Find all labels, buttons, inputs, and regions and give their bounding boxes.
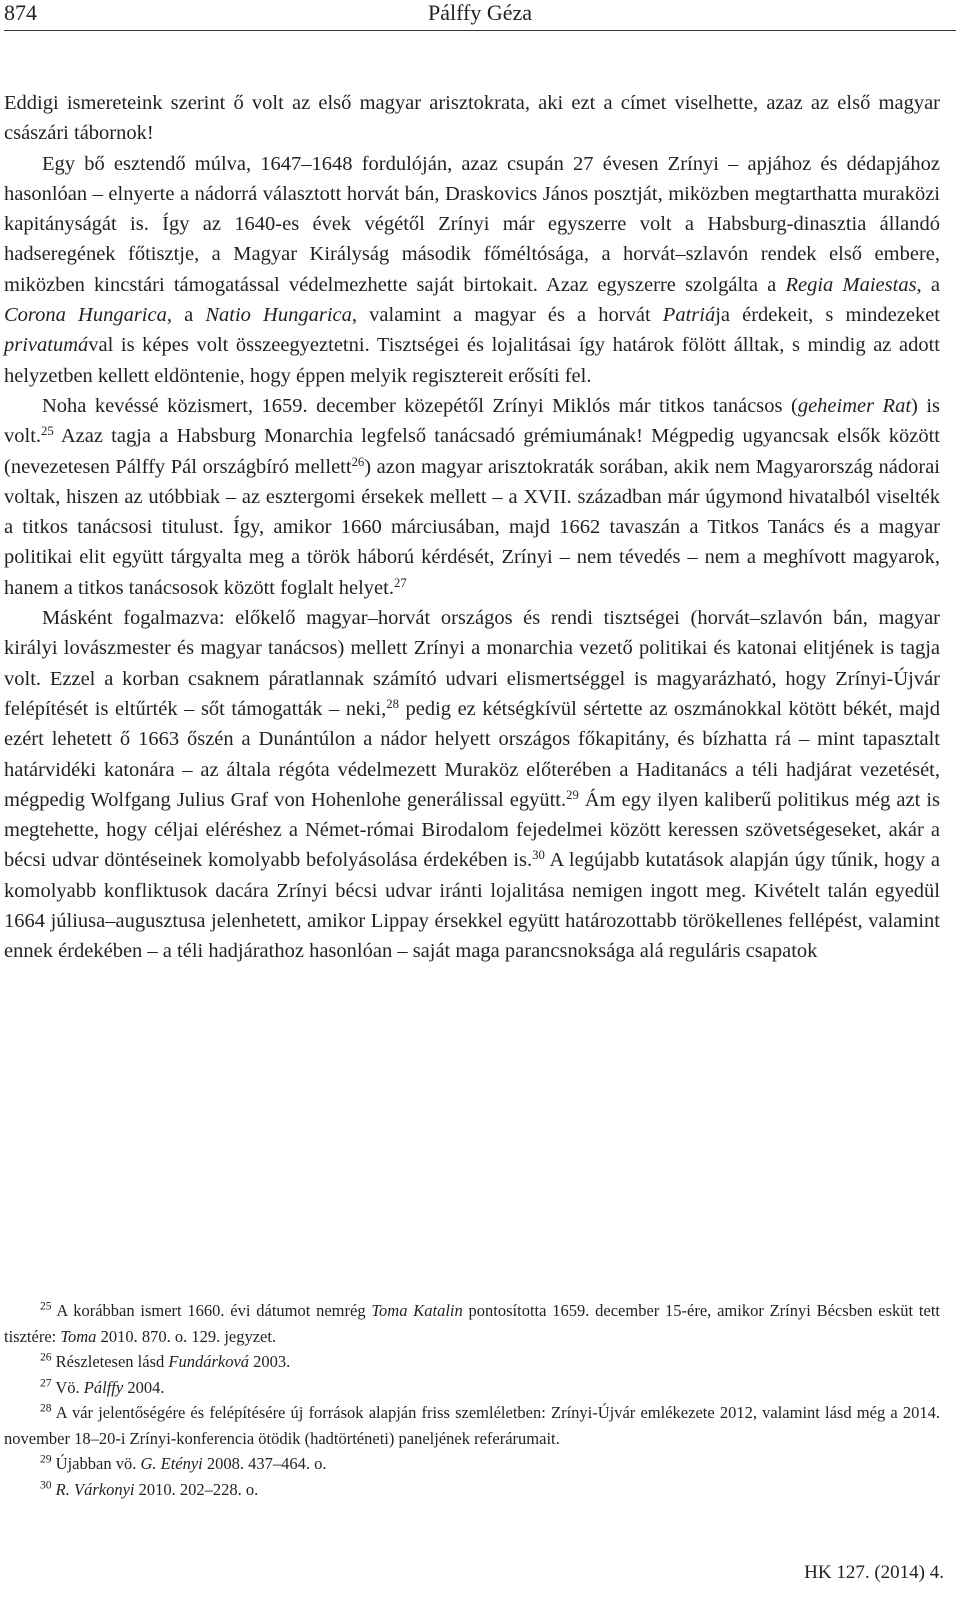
- footnote-text: Részletesen lásd: [51, 1352, 169, 1371]
- footnote-ref[interactable]: 25: [41, 424, 54, 439]
- italic-term: Regia Maiestas: [785, 273, 917, 296]
- text-run: Eddigi ismereteink szerint ő volt az első magyar arisztokrata, aki ezt a címet viselhette, azaz az első magyar császári tábornok!: [4, 92, 940, 145]
- paragraph: [4, 149, 940, 391]
- footnote-number: 25: [40, 1300, 52, 1313]
- footnote-ref[interactable]: 26: [351, 454, 365, 469]
- footnote-text: A vár jelentőségére és felépítésére új források alapján friss szemléletben: Zrínyi-Újvár emlékezete 2012, valamint lásd még a 2014. november 18–20-i Zrínyi-konferencia ötödik (hadtörténeti) paneljének referárumait.: [4, 1403, 940, 1448]
- italic-name: Toma Katalin: [371, 1301, 463, 1320]
- text-run: ) azon magyar arisztokraták sorában, akik nem Magyarország nádorai voltak, hiszen az utóbbiak – az esztergomi érsekek mellett – a XVII. században már úgymond hivatalból viselték a titkos tanácsosi titulust. Így, amikor 1660 márciusában, majd 1662 tavaszán a Titkos Tanács és a magyar politikai elit együtt tárgyalta meg a török háború kérdését, Zrínyi – nem tévedés – nem a meghívott magyarok, hanem a titkos tanácsosok között foglalt helyet.: [4, 455, 940, 599]
- text-run: , a: [916, 273, 940, 296]
- italic-name: Pálffy: [83, 1377, 124, 1397]
- text-run: val is képes volt összeegyeztetni. Tisztségei és lojalitásai így határok fölött álltak, s mindig az adott helyzetben kellett eldöntenie, hogy éppen melyik regisztereit erősíti fel.: [4, 334, 940, 387]
- italic-term: Natio Hungarica: [205, 304, 352, 327]
- footnote-26: [4, 1349, 940, 1375]
- footnote-ref[interactable]: 29: [566, 787, 579, 802]
- italic-term: Corona Hungarica: [4, 304, 167, 327]
- footnote-29: [4, 1451, 940, 1477]
- footnote-text: A korábban ismert 1660. évi dátumot nemrég: [51, 1301, 372, 1320]
- text-run: ja érdekeit, s mindezeket: [715, 304, 940, 327]
- footnote-text: 2010. 202–228. o.: [134, 1479, 259, 1499]
- footnote-text: Újabban vö.: [51, 1454, 141, 1473]
- italic-name: Toma: [60, 1326, 97, 1346]
- text-run: Egy bő esztendő múlva, 1647–1648 fordulóján, azaz csupán 27 évesen Zrínyi – apjához és dédapjához hasonlóan – elnyerte a nádorrá választott horvát bán, Draskovics János posztját, miközben megtarthatta muraközi kapitányságát is. Így az 1640-es évek végétől Zrínyi már egyszerre volt a Habsburg-dinasztia állandó hadseregének főtisztje, a Magyar Királyság második főméltósága, a horvát–szlavón rendek első embere, miközben kincstári támogatással védelmezhette saját birtokait. Azaz egyszerre szolgálta a: [4, 152, 940, 296]
- footnote-ref[interactable]: 30: [532, 848, 545, 863]
- footnote-number: 29: [40, 1453, 52, 1466]
- text-run: ) is volt.: [4, 394, 940, 448]
- italic-name: R. Várkonyi: [55, 1479, 135, 1499]
- italic-name: Fundárková: [168, 1352, 250, 1371]
- paragraph: [4, 391, 940, 603]
- footnote-number: 26: [40, 1351, 52, 1364]
- running-header: [4, 0, 956, 31]
- italic-term: privatumá: [4, 334, 89, 357]
- footnote-number: 28: [40, 1402, 52, 1415]
- footnote-text: 2008. 437–464. o.: [202, 1454, 327, 1473]
- footnote-number: 30: [40, 1479, 52, 1492]
- text-run: , a: [166, 304, 206, 327]
- footnote-number: 27: [40, 1377, 52, 1390]
- text-run: Ám egy ilyen kaliberű politikus még azt is megtehette, hogy céljai eléréshez a Német-római Birodalom fejedelmei között keressen szövetségeseket, akár a bécsi udvar döntéseinek komolyabb befolyásolása érdekében is.: [4, 788, 940, 872]
- page-number: 874: [4, 0, 37, 25]
- paragraph: [4, 603, 940, 967]
- footnote-ref[interactable]: 27: [393, 575, 407, 590]
- footnote-text: 2003.: [249, 1352, 291, 1371]
- text-run: , valamint a magyar és a horvát: [351, 304, 663, 327]
- main-text: [4, 88, 940, 967]
- text-run: A legújabb kutatások alapján úgy tűnik, hogy a komolyabb konfliktusok dacára Zrínyi bécsi udvar iránti lojalitása nemigen ingott meg. Kivételt talán egyedül 1664 júliusa–augusztusa jelenhetett, amikor Lippay érsekkel együtt határozottabb törökellenes fellépést, valamint ennek érdekében – a téli hadjárathoz hasonlóan – saját maga parancsnoksága alá reguláris csapatok: [4, 849, 940, 963]
- running-head-author: Pálffy Géza: [427, 0, 533, 25]
- footnotes: [4, 1298, 940, 1502]
- text-run: Másként fogalmazva: előkelő magyar–horvát országos és rendi tisztségei (horvát–szlavón bán, magyar királyi lovászmester és magyar tanácsos) mellett Zrínyi a monarchia vezető politikai és katonai elitjének is tagja volt. Ezzel a korban csaknem páratlannak számító udvari elismertséggel is magyarázható, hogy Zrínyi-Újvár felépítését is eltűrték – sőt támogatták – neki,: [4, 607, 940, 720]
- footnote-25: [4, 1298, 940, 1349]
- paragraph: [4, 88, 940, 149]
- footnote-ref[interactable]: 28: [386, 696, 399, 711]
- footnote-text: Vö.: [51, 1377, 84, 1397]
- footnote-28: [4, 1400, 940, 1451]
- footnote-text: 2010. 870. o. 129. jegyzet.: [96, 1326, 277, 1346]
- footnote-text: 2004.: [123, 1377, 165, 1397]
- journal-citation: HK 127. (2014) 4.: [804, 1562, 944, 1583]
- footnote-30: [4, 1477, 940, 1503]
- italic-term: Patriá: [662, 304, 716, 327]
- italic-term: geheimer Rat: [797, 394, 912, 417]
- footnote-27: [4, 1375, 940, 1401]
- text-run: pedig ez kétségkívül sértette az oszmánokkal kötött békét, majd ezért lehetett ő 1663 őszén a Dunántúlon a nádor helyett országos főkapitány, és bízhatta rá – mint tapasztalt határvidéki katonára – az általa régóta védelmezett Muraköz előterében a Haditanács a téli hadjárat vezetését, mégpedig Wolfgang Julius Graf von Hohenlohe generálissal együtt.: [4, 697, 940, 811]
- italic-name: G. Etényi: [140, 1454, 203, 1473]
- text-run: Azaz tagja a Habsburg Monarchia legfelső tanácsadó grémiumának! Mégpedig ugyancsak elsők között (nevezetesen Pálffy Pál országbíró mellett: [4, 425, 940, 478]
- footnote-text: pontosította 1659. december 15-ére, amikor Zrínyi Bécsben esküt tett tisztére:: [4, 1301, 940, 1346]
- text-run: Noha kevéssé közismert, 1659. december közepétől Zrínyi Miklós már titkos tanácsos (: [42, 394, 798, 417]
